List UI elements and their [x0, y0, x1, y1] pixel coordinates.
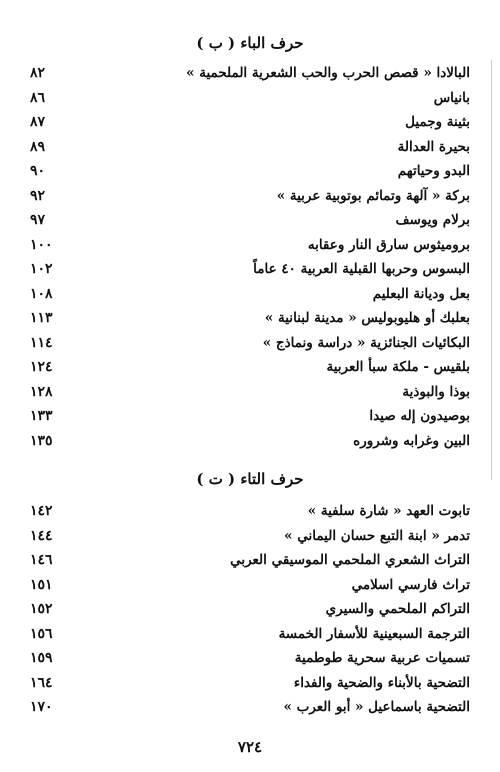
index-entry [30, 234, 470, 256]
entry-title: الترجمة السبعينية للأسفار الخمسة [278, 625, 470, 642]
index-entry [30, 283, 470, 305]
entry-title: البالادا « قصص الحرب والحب الشعرية الملحمية » [186, 65, 470, 81]
entry-page-number: ١٥١ [30, 576, 53, 593]
entry-page-number: ١٢٤ [30, 359, 53, 375]
entry-page-number: ١٠٢ [30, 261, 53, 277]
index-entry [30, 696, 470, 718]
entry-page-number: ١٠٠ [30, 236, 53, 253]
entry-title: بوصيدون إله صيدا [369, 408, 470, 424]
index-entry [30, 209, 470, 231]
entry-page-number: ١٤٢ [30, 503, 53, 519]
entry-page-number: ٩٢ [30, 187, 46, 204]
index-entry [30, 356, 470, 378]
margin-rule [491, 60, 492, 480]
entry-page-number: ١٣٥ [30, 432, 53, 449]
index-entry [30, 549, 470, 571]
entry-title: تدمر « ابنة التبع حسان اليماني » [284, 527, 470, 544]
index-entry [30, 405, 470, 427]
section-heading-ba: حرف الباء ( ب ) [196, 34, 304, 52]
entry-title: برلام ويوسف [395, 212, 470, 228]
index-entry [30, 307, 470, 329]
entry-title: تابوت العهد « شارة سلفية » [307, 503, 470, 519]
entry-page-number: ١٧٠ [30, 699, 53, 715]
entry-page-number: ١٤٦ [30, 552, 53, 568]
index-entry [30, 381, 470, 403]
index-entry [30, 647, 470, 669]
entry-title: بوذا والبوذية [402, 383, 470, 400]
index-entry [30, 185, 470, 207]
index-entry [30, 87, 470, 109]
entry-page-number: ٨٦ [30, 89, 46, 106]
entry-title: بروميثوس سارق النار وعقابه [307, 236, 470, 253]
index-entry [30, 574, 470, 596]
page-number: ٧٢٤ [237, 738, 263, 756]
index-entry [30, 258, 470, 280]
index-entry [30, 332, 470, 354]
section-heading-ta: حرف التاء ( ت ) [196, 470, 304, 488]
entry-page-number: ١٤٤ [30, 527, 53, 544]
entry-page-number: ٨٩ [30, 138, 46, 155]
entry-title: بثينة وجميل [405, 114, 470, 130]
entry-page-number: ١٥٦ [30, 625, 53, 642]
index-entry [30, 500, 470, 522]
entry-title: بركة « آلهة وتمائم بوتوبية عربية » [276, 187, 470, 204]
entry-page-number: ١٥٢ [30, 601, 53, 617]
entry-title: تسميات عربية سحرية طوطمية [294, 650, 470, 666]
entry-page-number: ٩٠ [30, 163, 46, 179]
entry-page-number: ١١٤ [30, 334, 53, 351]
entry-title: التراث الشعري الملحمي الموسيقي العربي [230, 552, 470, 568]
index-entry [30, 111, 470, 133]
entry-page-number: ١٥٩ [30, 650, 53, 666]
entry-title: بانياس [433, 89, 470, 106]
index-entry [30, 525, 470, 547]
entry-title: التضحية باسماعيل « أبو العرب » [283, 699, 470, 715]
entry-page-number: ٨٧ [30, 114, 46, 130]
index-entry [30, 62, 470, 84]
entry-title: البين وغرابه وشروره [353, 432, 470, 449]
entry-title: التضحية بالأبناء والضحية والفداء [293, 674, 470, 691]
entry-page-number: ١٦٤ [30, 674, 53, 691]
entry-title: بعل وديانة البعليم [372, 285, 470, 302]
entry-page-number: ١٣٣ [30, 408, 53, 424]
entry-title: البسوس وحربها القبلية العربية ٤٠ عاماً [253, 261, 470, 277]
index-entry [30, 672, 470, 694]
index-entry [30, 160, 470, 182]
entry-title: البكائيات الجنائزية « دراسة ونماذج » [262, 334, 470, 351]
entry-title: التراكم الملحمي والسيري [325, 601, 470, 617]
entry-page-number: ١٢٨ [30, 383, 53, 400]
index-entry [30, 623, 470, 645]
entry-title: تراث فارسي اسلامي [351, 576, 470, 593]
entry-page-number: ١٠٨ [30, 285, 53, 302]
entry-title: بعلبك أو هليوبوليس « مدينة لبنانية » [264, 310, 470, 326]
entry-title: بحيرة العدالة [397, 138, 470, 155]
index-entry [30, 136, 470, 158]
index-entry [30, 598, 470, 620]
entry-page-number: ٨٢ [30, 65, 46, 81]
index-entry [30, 430, 470, 452]
entry-title: البدو وحياتهم [397, 163, 470, 179]
entry-page-number: ٩٧ [30, 212, 46, 228]
entry-page-number: ١١٣ [30, 310, 53, 326]
entry-title: بلقيس - ملكة سبأ العربية [326, 359, 470, 375]
